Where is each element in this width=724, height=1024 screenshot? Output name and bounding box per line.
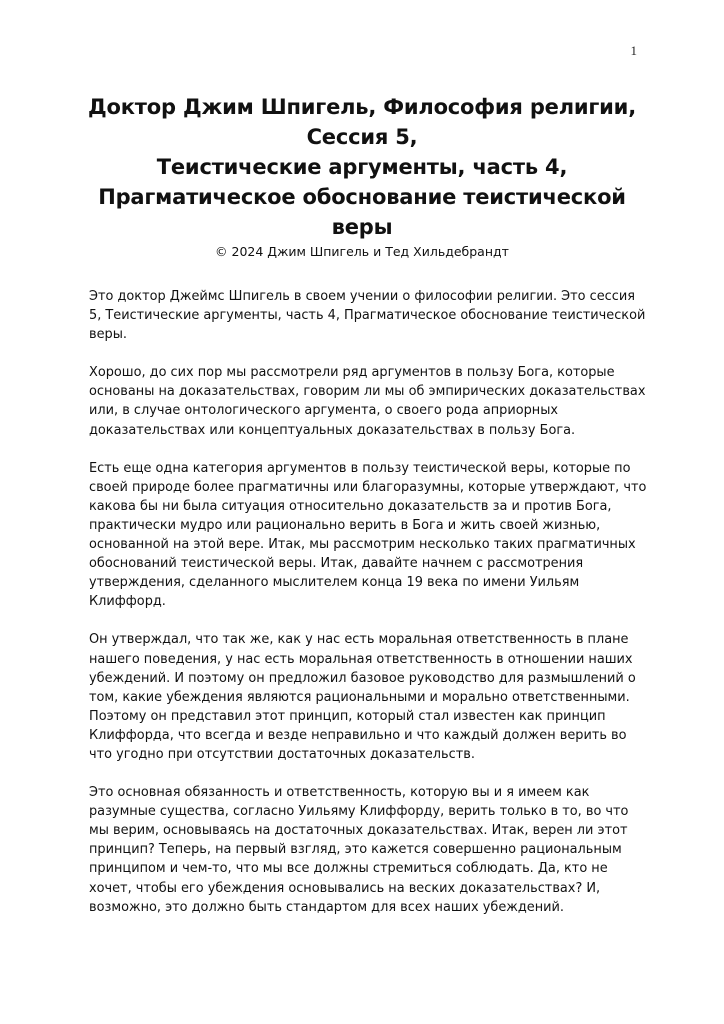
paragraph-1: Это доктор Джеймс Шпигель в своем учении о философии религии. Это сессия 5, Теистические аргументы, часть 4, Прагматическое обоснование теистической веры. (89, 289, 646, 343)
paragraph-4: Он утверждал, что так же, как у нас есть моральная ответственность в плане нашего поведения, у нас есть моральная ответственность в отношении наших убеждений. И поэтому он предложил базовое руководство для размышлений о том, какие убеждения являются рациональными и морально ответственными. Поэтому он представил этот принцип, который стал известен как принцип Клиффорда, что всегда и везде неправильно и что каждый должен верить во что угодно при отсутствии достаточных доказательств. (89, 632, 636, 762)
page-number: 1 (630, 43, 637, 58)
title-line-4: Прагматическое обоснование теистической (98, 185, 626, 209)
title-line-3: Теистические аргументы, часть 4, (156, 155, 568, 179)
paragraph-5: Это основная обязанность и ответственность, которую вы и я имеем как разумные существа, согласно Уильяму Клиффорду, верить только в то, во что мы верим, основываясь на достаточных доказательствах. Итак, верен ли этот принцип? Теперь, на первый взгляд, это кажется совершенно рациональным принципом и чем-то, что мы все должны стремиться соблюдать. Да, кто не хочет, чтобы его убеждения основывались на веских доказательствах? И, возможно, это должно быть стандартом для всех наших убеждений. (89, 785, 629, 915)
copyright-notice: © 2024 Джим Шпигель и Тед Хильдебрандт (215, 244, 509, 259)
title-line-2: Сессия 5, (306, 125, 418, 149)
paragraph-3: Есть еще одна категория аргументов в пользу теистической веры, которые по своей природе более прагматичны или благоразумны, которые утверждают, что какова бы ни была ситуация относительно доказательств за и против Бога, практически мудро или рационально верить в Бога и жить своей жизнью, основанной на этой вере. Итак, мы рассмотрим несколько таких прагматичных обоснований теистической веры. Итак, давайте начнем с рассмотрения утверждения, сделанного мыслителем конца 19 века по имени Уильям Клиффорд. (89, 460, 647, 610)
paragraph-2: Хорошо, до сих пор мы рассмотрели ряд аргументов в пользу Бога, которые основаны на доказательствах, говорим ли мы об эмпирических доказательствах или, в случае онтологического аргумента, о своего рода априорных доказательствах или концептуальных доказательствах в пользу Бога. (89, 365, 646, 438)
title-line-1: Доктор Джим Шпигель, Философия религии, (88, 95, 636, 119)
title-line-5: веры (331, 215, 393, 239)
document-header (60, 92, 664, 261)
document-body (89, 287, 649, 936)
